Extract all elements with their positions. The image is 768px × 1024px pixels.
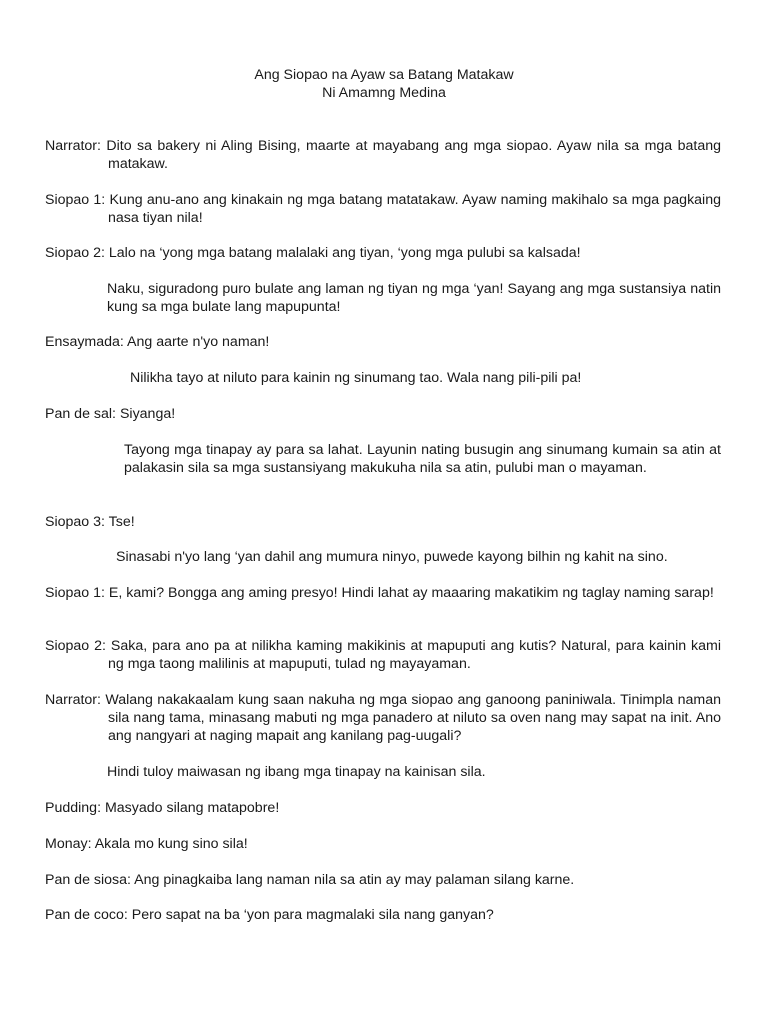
dialogue-continuation: Naku, siguradong puro bulate ang laman ng tiyan ng mga ‘yan! Sayang ang mga sustansiya natin kung sa mga bulate lang mapupunta! xyxy=(107,281,721,315)
dialogue-text: Ang aarte n'yo naman! xyxy=(127,334,270,350)
dialogue-text: Masyado silang matapobre! xyxy=(104,800,280,816)
dialogue-line xyxy=(45,191,721,227)
dialogue-text: Walang nakakaalam kung saan nakuha ng mga siopao ang ganoong paniniwala. Tinimpla naman sila nang tama, minasang mabuti ng mga panadero at niluto sa oven nang may sapat na init. Ano ang nangyari at naging mapait ang kanilang pag-uugali? xyxy=(105,692,721,744)
document-author: Ni Amamng Medina xyxy=(322,85,446,101)
dialogue-text: E, kami? Bongga ang aming presyo! Hindi lahat ay maaaring makatikim ng taglay naming sarap! xyxy=(108,585,714,601)
dialogue-continuation: Hindi tuloy maiwasan ng ibang mga tinapay na kainisan sila. xyxy=(107,764,486,780)
dialogue-text: Dito sa bakery ni Aling Bising, maarte at mayabang ang mga siopao. Ayaw nila sa mga batang matakaw. xyxy=(106,138,721,172)
document-title: Ang Siopao na Ayaw sa Batang Matakaw xyxy=(254,67,514,83)
speaker-label: Narrator: xyxy=(45,692,101,708)
dialogue-line xyxy=(45,637,721,673)
dialogue-text: Ang pinagkaiba lang naman nila sa atin ay may palaman silang karne. xyxy=(134,872,575,888)
speaker-label: Siopao 1: xyxy=(45,585,105,601)
dialogue-line xyxy=(45,333,269,351)
dialogue-line xyxy=(45,799,279,817)
dialogue-continuation: Nilikha tayo at niluto para kainin ng sinumang tao. Wala nang pili-pili pa! xyxy=(130,370,582,386)
dialogue-line xyxy=(45,906,494,924)
speaker-label: Pan de siosa: xyxy=(45,872,131,888)
speaker-label: Pan de coco: xyxy=(45,907,128,923)
speaker-label: Pan de sal: xyxy=(45,406,116,422)
dialogue-text: Pero sapat na ba ‘yon para magmalaki sila nang ganyan? xyxy=(131,907,494,923)
dialogue-line xyxy=(45,584,721,602)
speaker-label: Siopao 3: xyxy=(45,514,105,530)
dialogue-text: Kung anu-ano ang kinakain ng mga batang matatakaw. Ayaw naming makihalo sa mga pagkaing nasa tiyan nila! xyxy=(108,192,721,226)
dialogue-text: Saka, para ano pa at nilikha kaming makikinis at mapuputi ang kutis? Natural, para kainin kami ng mga taong malilinis at mapuputi, tulad ng mayayaman. xyxy=(108,638,722,672)
dialogue-continuation: Sinasabi n'yo lang ‘yan dahil ang mumura ninyo, puwede kayong bilhin ng kahit na sino. xyxy=(116,549,668,565)
speaker-label: Pudding: xyxy=(45,800,102,816)
dialogue-continuation: Tayong mga tinapay ay para sa lahat. Layunin nating busugin ang sinumang kumain sa atin at palakasin sila sa mga sustansiyang makukuha nila sa atin, pulubi man o mayaman. xyxy=(124,442,721,476)
speaker-label: Monay: xyxy=(45,836,92,852)
dialogue-line xyxy=(45,691,721,745)
dialogue-text: Lalo na ‘yong mga batang malalaki ang tiyan, ‘yong mga pulubi sa kalsada! xyxy=(108,245,581,261)
dialogue-line xyxy=(45,835,248,853)
dialogue-text: Tse! xyxy=(108,514,135,530)
dialogue-text: Siyanga! xyxy=(119,406,176,422)
speaker-label: Siopao 1: xyxy=(45,192,106,208)
speaker-label: Siopao 2: xyxy=(45,245,105,261)
speaker-label: Ensaymada: xyxy=(45,334,124,350)
speaker-label: Narrator: xyxy=(45,138,101,154)
dialogue-line xyxy=(45,137,721,173)
speaker-label: Siopao 2: xyxy=(45,638,106,654)
dialogue-line xyxy=(45,513,135,531)
dialogue-line xyxy=(45,405,175,423)
dialogue-line xyxy=(45,244,581,262)
dialogue-line xyxy=(45,871,574,889)
dialogue-text: Akala mo kung sino sila! xyxy=(94,836,248,852)
